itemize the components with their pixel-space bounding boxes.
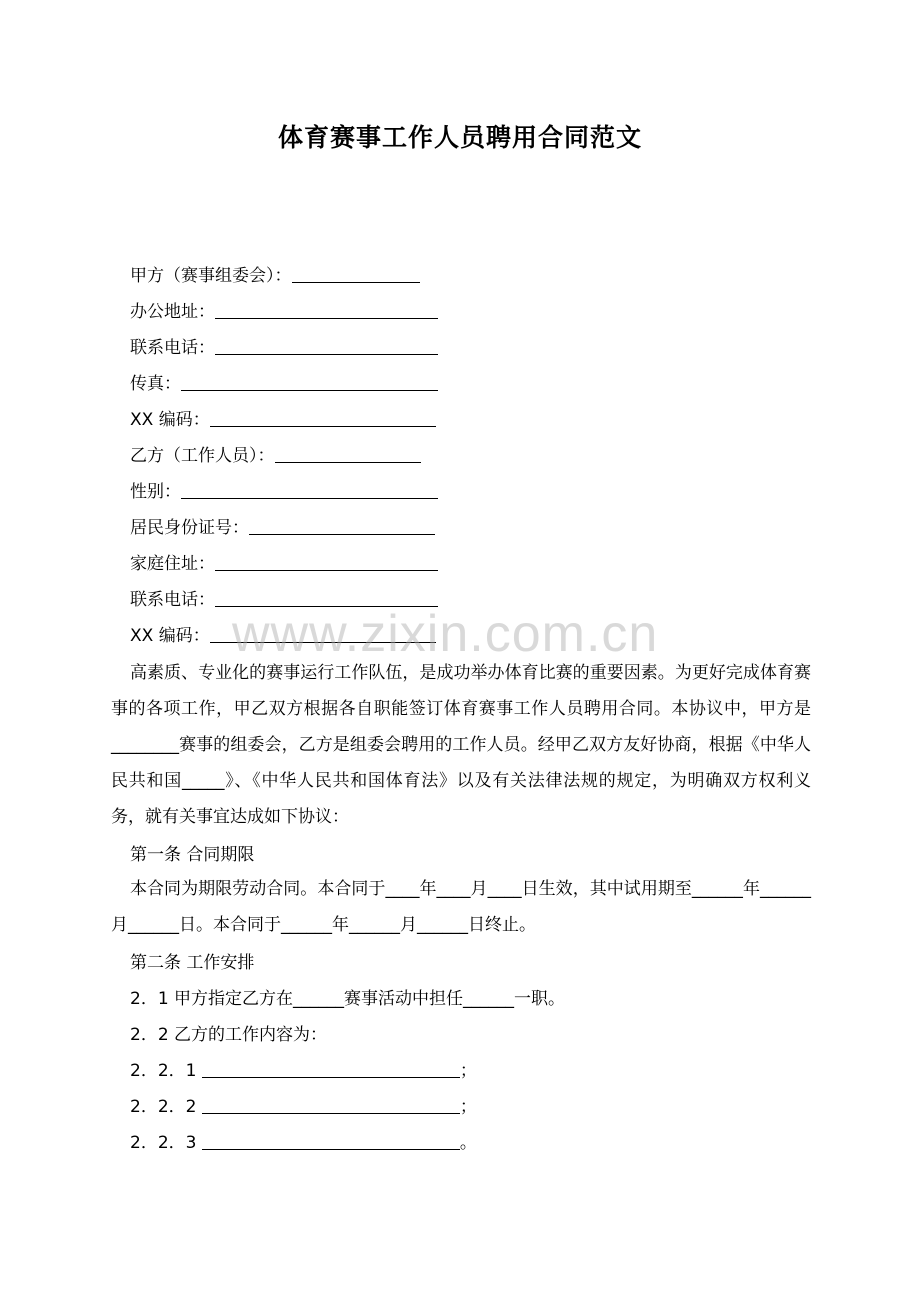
article-1-text: 本合同为期限劳动合同。本合同于____年____月____日生效，其中试用期至______年______月______日。本合同于______年______月______日终止。 [111,879,811,935]
item-2-2-1-label: 2．2．1 [130,1061,197,1081]
fax-blank [181,373,438,391]
party-a-line [130,264,420,288]
home-address-line [130,552,438,576]
item-2-2-2-label: 2．2．2 [130,1097,197,1117]
party-b-code-label: XX 编码： [130,626,210,646]
party-b-line [130,444,421,468]
gender-label: 性别： [130,482,181,502]
office-address-line [130,300,438,324]
item-2-2-1-end: ； [459,1061,477,1081]
intro-paragraph: 高素质、专业化的赛事运行工作队伍，是成功举办体育比赛的重要因素。为更好完成体育赛事的各项工作，甲乙双方根据各自职能签订体育赛事工作人员聘用合同。本协议中，甲方是________赛事的组委会，乙方是组委会聘用的工作人员。经甲乙双方友好协商，根据《中华人民共和国_____》、《中华人民共和国体育法》以及有关法律法规的规定，为明确双方权利义务，就有关事宜达成如下协议： [111,663,811,827]
party-a-label: 甲方（赛事组委会）： [130,266,292,286]
article-2-heading: 第二条 工作安排 [130,953,255,973]
party-b-label: 乙方（工作人员）： [130,446,275,466]
office-address-blank [215,301,438,319]
item-2-2-2-blank [202,1096,460,1114]
party-b-phone-label: 联系电话： [130,590,215,610]
party-a-phone-label: 联系电话： [130,338,215,358]
party-a-phone-blank [215,337,438,355]
item-2-2-2 [130,1095,477,1119]
office-address-label: 办公地址： [130,302,215,322]
item-2-2-3 [130,1131,477,1155]
item-2-2-2-end: ； [459,1097,477,1117]
fax-label: 传真： [130,374,181,394]
item-2-2-3-end: 。 [459,1133,477,1153]
home-address-blank [215,553,438,571]
item-2-2-3-label: 2．2．3 [130,1133,197,1153]
party-a-phone-line [130,336,438,360]
gender-blank [181,481,438,499]
article-1-heading: 第一条 合同期限 [130,845,255,865]
document-title: 体育赛事工作人员聘用合同范文 [277,123,642,152]
gender-line [130,480,438,504]
watermark: www.zixin.com.cn [232,605,659,663]
item-2-2: 2．2 乙方的工作内容为： [130,1025,328,1045]
party-a-code-label: XX 编码： [130,410,210,430]
party-b-blank [275,445,421,463]
item-2-2-1 [130,1059,477,1083]
fax-line [130,372,438,396]
party-a-blank [292,265,420,283]
id-number-line [130,516,435,540]
party-a-code-line [130,408,436,432]
home-address-label: 家庭住址： [130,554,215,574]
item-2-2-1-blank [202,1060,460,1078]
party-a-code-blank [210,409,436,427]
id-number-label: 居民身份证号： [130,518,249,538]
item-2-1: 2．1 甲方指定乙方在______赛事活动中担任______一职。 [130,989,566,1009]
item-2-2-3-blank [202,1132,460,1150]
id-number-blank [249,517,435,535]
